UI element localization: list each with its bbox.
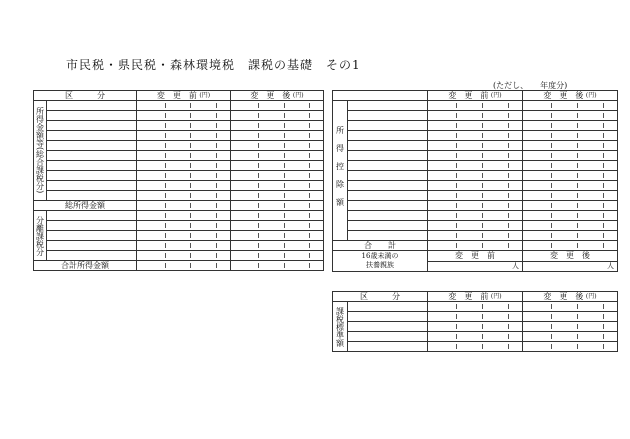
deduction-item-12[interactable] bbox=[348, 211, 428, 221]
income-5-after[interactable] bbox=[231, 141, 324, 151]
deduction-1-before[interactable] bbox=[428, 101, 523, 111]
separate-4-after[interactable] bbox=[231, 241, 324, 251]
total-income-label: 総所得金額 bbox=[34, 201, 137, 211]
deduction-6-before[interactable] bbox=[428, 151, 523, 161]
taxable-header-after: 変 更 後 $^{(円)}$ bbox=[523, 292, 618, 302]
separate-item-4[interactable] bbox=[47, 241, 137, 251]
deduction-item-3[interactable] bbox=[348, 121, 428, 131]
taxable-item-2[interactable] bbox=[348, 312, 428, 322]
deduction-total-before[interactable] bbox=[428, 241, 523, 251]
total-income-after[interactable] bbox=[231, 201, 324, 211]
deduction-12-before[interactable] bbox=[428, 211, 523, 221]
deduction-8-before[interactable] bbox=[428, 171, 523, 181]
deduction-4-before[interactable] bbox=[428, 131, 523, 141]
deduction-item-6[interactable] bbox=[348, 151, 428, 161]
deduction-total-after[interactable] bbox=[523, 241, 618, 251]
total-sum-label: 合計所得金額 bbox=[34, 261, 137, 271]
income-item-4[interactable] bbox=[47, 131, 137, 141]
deduction-7-before[interactable] bbox=[428, 161, 523, 171]
income-1-before[interactable] bbox=[137, 101, 231, 111]
taxable-4-after[interactable] bbox=[523, 332, 618, 342]
deduction-7-after[interactable] bbox=[523, 161, 618, 171]
deduction-11-after[interactable] bbox=[523, 201, 618, 211]
taxable-item-5[interactable] bbox=[348, 342, 428, 352]
taxable-4-before[interactable] bbox=[428, 332, 523, 342]
header-before: 変 更 前 $^{(円)}$ bbox=[137, 91, 231, 101]
income-item-7[interactable] bbox=[47, 161, 137, 171]
income-4-after[interactable] bbox=[231, 131, 324, 141]
deduction-9-before[interactable] bbox=[428, 181, 523, 191]
income-9-after[interactable] bbox=[231, 181, 324, 191]
dependents-after-count[interactable]: 人 bbox=[523, 261, 618, 272]
deduction-2-after[interactable] bbox=[523, 111, 618, 121]
header-kubun: 区 分 bbox=[34, 91, 137, 101]
deduction-8-after[interactable] bbox=[523, 171, 618, 181]
deduction-item-14[interactable] bbox=[348, 231, 428, 241]
header-blank bbox=[333, 91, 428, 101]
deduction-item-5[interactable] bbox=[348, 141, 428, 151]
deduction-item-10[interactable] bbox=[348, 191, 428, 201]
separate-3-after[interactable] bbox=[231, 231, 324, 241]
deduction-2-before[interactable] bbox=[428, 111, 523, 121]
taxable-standard-table bbox=[332, 291, 618, 352]
page-title: 市民税・県民税・森林環境税 課税の基礎 その1 bbox=[66, 58, 361, 72]
income-6-before[interactable] bbox=[137, 151, 231, 161]
right-header-before: 変 更 前 $^{(円)}$ bbox=[428, 91, 523, 101]
deduction-10-after[interactable] bbox=[523, 191, 618, 201]
taxable-2-before[interactable] bbox=[428, 312, 523, 322]
separate-5-after[interactable] bbox=[231, 251, 324, 261]
income-2-before[interactable] bbox=[137, 111, 231, 121]
income-7-after[interactable] bbox=[231, 161, 324, 171]
right-header-after: 変 更 後 $^{(円)}$ bbox=[523, 91, 618, 101]
deduction-item-1[interactable] bbox=[348, 101, 428, 111]
deduction-3-before[interactable] bbox=[428, 121, 523, 131]
income-4-before[interactable] bbox=[137, 131, 231, 141]
income-item-5[interactable] bbox=[47, 141, 137, 151]
deduction-10-before[interactable] bbox=[428, 191, 523, 201]
deduction-6-after[interactable] bbox=[523, 151, 618, 161]
income-item-6[interactable] bbox=[47, 151, 137, 161]
income-item-8[interactable] bbox=[47, 171, 137, 181]
deduction-item-7[interactable] bbox=[348, 161, 428, 171]
income-item-1[interactable] bbox=[47, 101, 137, 111]
total-income-before[interactable] bbox=[137, 201, 231, 211]
separate-section-label: 分離課税分 bbox=[34, 211, 47, 261]
deduction-item-11[interactable] bbox=[348, 201, 428, 211]
taxable-5-after[interactable] bbox=[523, 342, 618, 352]
taxable-header-before: 変 更 前 $^{(円)}$ bbox=[428, 292, 523, 302]
deduction-11-before[interactable] bbox=[428, 201, 523, 211]
right-deduction-table bbox=[332, 90, 618, 272]
taxable-header-kubun: 区 分 bbox=[333, 292, 428, 302]
separate-item-3[interactable] bbox=[47, 231, 137, 241]
deduction-3-after[interactable] bbox=[523, 121, 618, 131]
total-sum-after[interactable] bbox=[231, 261, 324, 271]
dependents-label: 16歳未満の 扶養親族 bbox=[333, 251, 428, 272]
deduction-item-8[interactable] bbox=[348, 171, 428, 181]
deduction-13-before[interactable] bbox=[428, 221, 523, 231]
taxable-3-before[interactable] bbox=[428, 322, 523, 332]
deduction-5-after[interactable] bbox=[523, 141, 618, 151]
year-note: (ただし、 年度分) bbox=[493, 81, 568, 90]
separate-5-before[interactable] bbox=[137, 251, 231, 261]
deduction-13-after[interactable] bbox=[523, 221, 618, 231]
separate-3-before[interactable] bbox=[137, 231, 231, 241]
income-section-label: 所得金額等(総合課税分) bbox=[34, 101, 47, 201]
income-10-before[interactable] bbox=[137, 191, 231, 201]
deduction-12-after[interactable] bbox=[523, 211, 618, 221]
income-item-3[interactable] bbox=[47, 121, 137, 131]
income-5-before[interactable] bbox=[137, 141, 231, 151]
separate-4-before[interactable] bbox=[137, 241, 231, 251]
income-7-before[interactable] bbox=[137, 161, 231, 171]
income-item-2[interactable] bbox=[47, 111, 137, 121]
income-10-after[interactable] bbox=[231, 191, 324, 201]
taxable-2-after[interactable] bbox=[523, 312, 618, 322]
taxable-item-4[interactable] bbox=[348, 332, 428, 342]
taxable-item-3[interactable] bbox=[348, 322, 428, 332]
income-9-before[interactable] bbox=[137, 181, 231, 191]
deduction-total-label: 合 計 bbox=[333, 241, 428, 251]
deduction-item-9[interactable] bbox=[348, 181, 428, 191]
separate-1-before[interactable] bbox=[137, 211, 231, 221]
separate-1-after[interactable] bbox=[231, 211, 324, 221]
deduction-5-before[interactable] bbox=[428, 141, 523, 151]
header-after: 変 更 後 $^{(円)}$ bbox=[231, 91, 324, 101]
taxable-item-1[interactable] bbox=[348, 302, 428, 312]
separate-2-after[interactable] bbox=[231, 221, 324, 231]
separate-2-before[interactable] bbox=[137, 221, 231, 231]
income-3-before[interactable] bbox=[137, 121, 231, 131]
income-8-after[interactable] bbox=[231, 171, 324, 181]
deduction-4-after[interactable] bbox=[523, 131, 618, 141]
left-income-table bbox=[33, 90, 324, 271]
taxable-section-label: 課税標準額 bbox=[333, 302, 348, 352]
deduction-9-after[interactable] bbox=[523, 181, 618, 191]
taxable-5-before[interactable] bbox=[428, 342, 523, 352]
taxable-1-after[interactable] bbox=[523, 302, 618, 312]
income-item-10[interactable] bbox=[47, 191, 137, 201]
dependents-header-after: 変 更 後 bbox=[523, 251, 618, 262]
separate-item-2[interactable] bbox=[47, 221, 137, 231]
separate-item-5[interactable] bbox=[47, 251, 137, 261]
deduction-14-before[interactable] bbox=[428, 231, 523, 241]
deduction-item-13[interactable] bbox=[348, 221, 428, 231]
income-2-after[interactable] bbox=[231, 111, 324, 121]
total-sum-before[interactable] bbox=[137, 261, 231, 271]
dependents-before-count[interactable]: 人 bbox=[428, 261, 523, 272]
dependents-header-before: 変 更 前 bbox=[428, 251, 523, 262]
income-1-after[interactable] bbox=[231, 101, 324, 111]
deduction-item-4[interactable] bbox=[348, 131, 428, 141]
income-6-after[interactable] bbox=[231, 151, 324, 161]
income-3-after[interactable] bbox=[231, 121, 324, 131]
taxable-3-after[interactable] bbox=[523, 322, 618, 332]
deduction-item-2[interactable] bbox=[348, 111, 428, 121]
income-8-before[interactable] bbox=[137, 171, 231, 181]
income-item-9[interactable] bbox=[47, 181, 137, 191]
separate-item-1[interactable] bbox=[47, 211, 137, 221]
deduction-1-after[interactable] bbox=[523, 101, 618, 111]
deduction-14-after[interactable] bbox=[523, 231, 618, 241]
taxable-1-before[interactable] bbox=[428, 302, 523, 312]
deduction-section-label: 所得控除額 bbox=[333, 101, 348, 241]
